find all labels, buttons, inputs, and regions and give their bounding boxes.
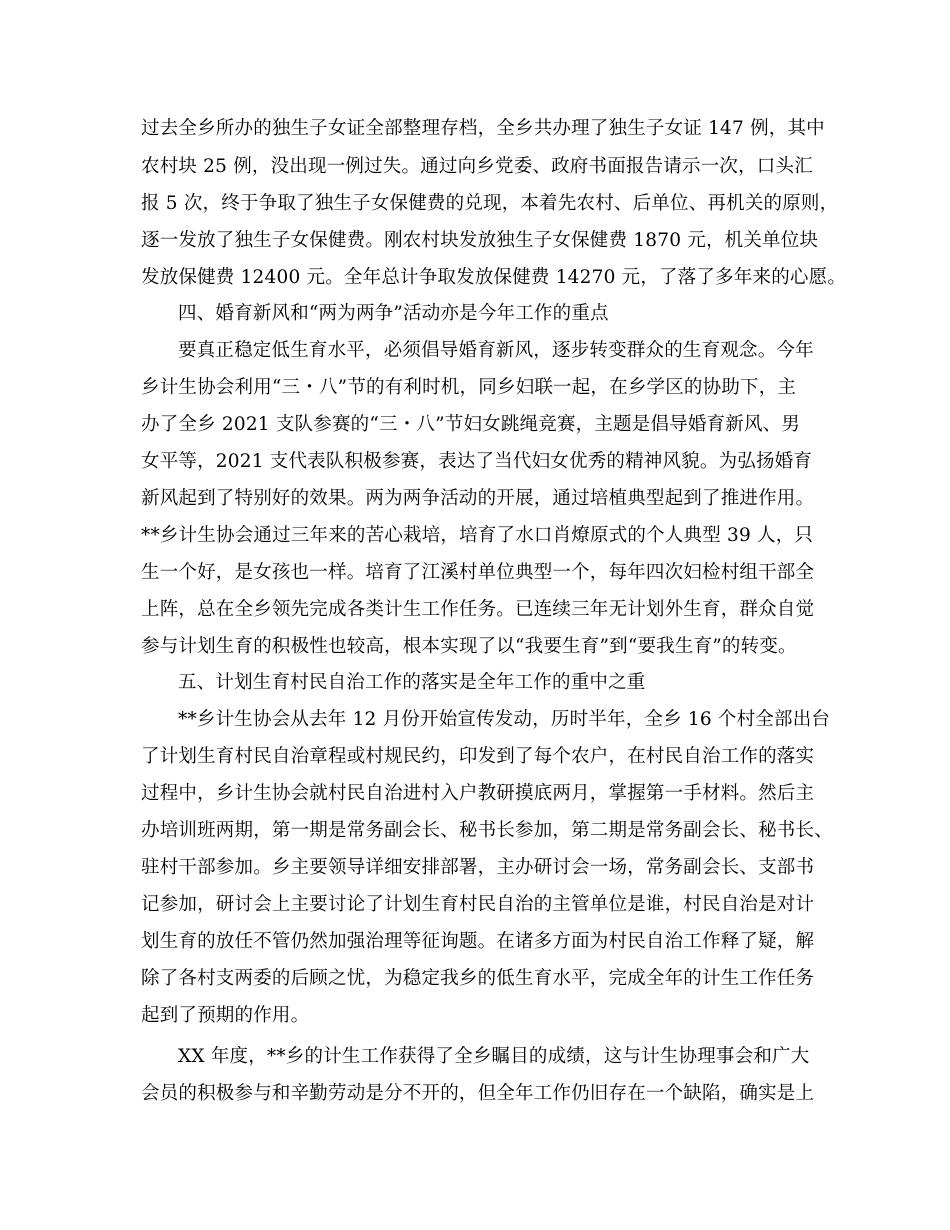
text-line: 除了各村支两委的后顾之忧，为稳定我乡的低生育水平，完成全年的计生工作任务 — [141, 968, 815, 989]
paragraph-first-line: XX 年度，**乡的计生工作获得了全乡瞩目的成绩，这与计生协理事会和广大 — [178, 1046, 810, 1067]
text-line: 参与计划生育的积极性也较高，根本实现了以“我要生育”到“要我生育”的转变。 — [141, 636, 797, 657]
paragraph-first-line: 要真正稳定低生育水平，必须倡导婚育新风，逐步转变群众的生育观念。今年 — [178, 340, 814, 361]
text-line: 起到了预期的作用。 — [141, 1005, 310, 1026]
text-line: 会员的积极参与和辛勤劳动是分不开的，但全年工作仍旧存在一个缺陷，确实是上 — [141, 1083, 815, 1104]
text-line: 办了全乡 2021 支队参赛的“三・八”节妇女跳绳竞赛，主题是倡导婚育新风、男 — [141, 414, 801, 435]
text-line: 农村块 25 例，没出现一例过失。通过向乡党委、政府书面报告请示一次，口头汇 — [141, 156, 813, 177]
text-line: 记参加，研讨会上主要讨论了计划生育村民自治的主管单位是谁，村民自治是对计 — [141, 894, 815, 915]
text-line: 发放保健费 12400 元。全年总计争取发放保健费 14270 元，了落了多年来的心愿。 — [141, 267, 847, 288]
paragraph-first-line: **乡计生协会从去年 12 月份开始宣传发动，历时半年，全乡 16 个村全部出台 — [178, 709, 831, 730]
text-line: 划生育的放任不管仍然加强治理等征询题。在诸多方面为村民自治工作释了疑，解 — [141, 931, 815, 952]
text-line: 过去全乡所办的独生子女证全部整理存档，全乡共办理了独生子女证 147 例，其中 — [141, 118, 825, 139]
text-line: 女平等，2021 支代表队积极参赛，表达了当代妇女优秀的精神风貌。为弘扬婚育 — [141, 451, 813, 472]
text-line: 新风起到了特别好的效果。两为两争活动的开展，通过培植典型起到了推进作用。 — [141, 488, 815, 509]
text-line: 驻村干部参加。乡主要领导详细安排部署，主办研讨会一场，常务副会长、支部书 — [141, 857, 815, 878]
text-line: 过程中，乡计生协会就村民自治进村入户教研摸底两月，掌握第一手材料。然后主 — [141, 783, 815, 804]
section-heading: 四、婚育新风和“两为两争”活动亦是今年工作的重点 — [178, 303, 609, 324]
text-line: 乡计生协会利用“三・八”节的有利时机，同乡妇联一起，在乡学区的协助下，主 — [141, 377, 797, 398]
text-line: 上阵，总在全乡领先完成各类计生工作任务。已连续三年无计划外生育，群众自觉 — [141, 599, 815, 620]
text-line: 办培训班两期，第一期是常务副会长、秘书长参加，第二期是常务副会长、秘书长、 — [141, 820, 833, 841]
text-line: 逐一发放了独生子女保健费。刚农村块发放独生子女保健费 1870 元，机关单位块 — [141, 230, 819, 251]
text-line: 了计划生育村民自治章程或村规民约，印发到了每个农户，在村民自治工作的落实 — [141, 746, 815, 767]
text-line: **乡计生协会通过三年来的苦心栽培，培育了水口肖燎原式的个人典型 39 人，只 — [141, 525, 814, 546]
text-line: 生一个好，是女孩也一样。培育了江溪村单位典型一个，每年四次妇检村组干部全 — [141, 562, 815, 583]
text-line: 报 5 次，终于争取了独生子女保健费的兑现，本着先农村、后单位、再机关的原则， — [141, 193, 839, 214]
section-heading: 五、计划生育村民自治工作的落实是全年工作的重中之重 — [178, 672, 646, 693]
